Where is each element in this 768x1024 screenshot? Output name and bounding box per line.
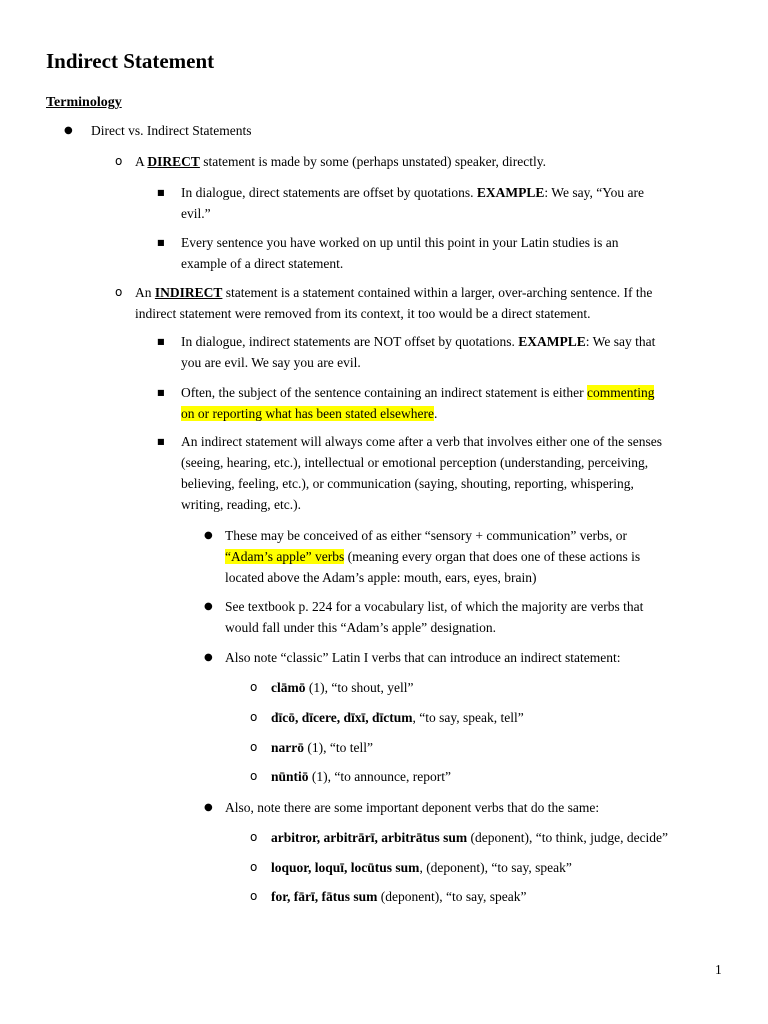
bullet-dot-icon: ● — [204, 530, 213, 541]
list-item-continuation — [181, 403, 437, 424]
list-item — [181, 331, 655, 352]
term-indirect: INDIRECT — [154, 285, 223, 300]
verb-item — [271, 707, 524, 728]
list-item — [135, 151, 546, 172]
latin-verb: for, fārī, fātus sum — [271, 889, 378, 904]
list-item: See textbook p. 224 for a vocabulary list, of which the majority are verbs that — [225, 599, 644, 614]
bullet-square-icon: ■ — [157, 188, 165, 197]
bullet-circle-icon: o — [250, 769, 258, 783]
highlighted-text: commenting — [586, 385, 655, 400]
list-item: Every sentence you have worked on up until this point in your Latin studies is an — [181, 235, 619, 250]
text: In dialogue, direct statements are offset by quotations. — [181, 185, 477, 200]
text: statement is made by some (perhaps unstated) speaker, directly. — [199, 154, 547, 169]
bullet-circle-icon: o — [250, 740, 258, 754]
list-item: Also note “classic” Latin I verbs that can introduce an indirect statement: — [225, 650, 621, 665]
text: (1), “to shout, yell” — [305, 680, 414, 695]
list-item-continuation: would fall under this “Adam’s apple” designation. — [225, 620, 497, 635]
bullet-dot-icon: ● — [204, 652, 213, 663]
verb-item — [271, 857, 572, 878]
verb-item — [271, 766, 451, 787]
text: Often, the subject of the sentence containing an indirect statement is either — [181, 385, 587, 400]
bullet-circle-icon: o — [250, 830, 258, 844]
verb-item — [271, 886, 526, 907]
bullet-dot-icon: ● — [204, 802, 213, 813]
list-item-continuation: located above the Adam’s apple: mouth, ears, eyes, brain) — [225, 570, 537, 585]
list-item-continuation: believing, feeling, etc.), or communication (saying, shouting, reporting, whispering, — [181, 476, 634, 491]
bullet-square-icon: ■ — [157, 437, 165, 446]
list-item-continuation: writing, reading, etc.). — [181, 497, 301, 512]
bullet-dot-icon: ● — [64, 125, 73, 136]
text: (1), “to tell” — [304, 740, 373, 755]
term-direct: DIRECT — [147, 154, 200, 169]
bullet-square-icon: ■ — [157, 337, 165, 346]
bullet-circle-icon: o — [250, 889, 258, 903]
text: (deponent), “to say, speak” — [377, 889, 527, 904]
bullet-square-icon: ■ — [157, 388, 165, 397]
verb-item — [271, 677, 413, 698]
list-item: An indirect statement will always come after a verb that involves either one of the senses — [181, 434, 662, 449]
text: (meaning every organ that does one of these actions is — [344, 549, 641, 564]
list-item — [135, 282, 652, 303]
latin-verb: arbitror, arbitrārī, arbitrātus sum — [271, 830, 468, 845]
highlighted-text: on or reporting what has been stated elsewhere — [181, 406, 435, 421]
text: : We say, “You are — [544, 185, 644, 200]
text: (1), “to announce, report” — [308, 769, 451, 784]
bullet-circle-icon: o — [250, 860, 258, 874]
text: . — [434, 406, 438, 421]
text: : We say that — [585, 334, 656, 349]
latin-verb: clāmō — [271, 680, 306, 695]
bullet-dot-icon: ● — [204, 601, 213, 612]
page-number: 1 — [715, 962, 722, 977]
bullet-circle-icon: o — [250, 710, 258, 724]
bullet-circle-icon: o — [250, 680, 258, 694]
verb-item — [271, 827, 668, 848]
text: (deponent), “to think, judge, decide” — [467, 830, 669, 845]
bullet-circle-icon: o — [115, 154, 123, 168]
text: In dialogue, indirect statements are NOT offset by quotations. — [181, 334, 519, 349]
example-label: EXAMPLE — [476, 185, 545, 200]
list-item-continuation: indirect statement were removed from its context, it too would be a direct statement. — [135, 306, 591, 321]
bullet-circle-icon: o — [115, 285, 123, 299]
latin-verb: narrō — [271, 740, 304, 755]
list-item: Also, note there are some important deponent verbs that do the same: — [225, 800, 600, 815]
list-item-continuation — [225, 546, 640, 567]
text: , “to say, speak, tell” — [412, 710, 524, 725]
bullet-square-icon: ■ — [157, 238, 165, 247]
page-title: Indirect Statement — [46, 49, 215, 73]
list-item-continuation: evil.” — [181, 206, 211, 221]
section-heading: Terminology — [46, 95, 122, 110]
verb-item — [271, 737, 373, 758]
list-item: These may be conceived of as either “sensory + communication” verbs, or — [225, 528, 627, 543]
text: , (deponent), “to say, speak” — [419, 860, 572, 875]
text: A — [135, 154, 148, 169]
list-item — [181, 382, 654, 403]
list-item-continuation: example of a direct statement. — [181, 256, 344, 271]
highlighted-text: “Adam’s apple” verbs — [225, 549, 345, 564]
latin-verb: nūntiō — [271, 769, 309, 784]
list-item — [181, 182, 644, 203]
example-label: EXAMPLE — [518, 334, 586, 349]
text: statement is a statement contained within a larger, over-arching sentence. If the — [222, 285, 653, 300]
latin-verb: loquor, loquī, locūtus sum — [271, 860, 420, 875]
text: An — [135, 285, 155, 300]
latin-verb: dīcō, dīcere, dīxī, dīctum — [271, 710, 413, 725]
list-item-continuation: (seeing, hearing, etc.), intellectual or emotional perception (understanding, perceiving, — [181, 455, 649, 470]
list-item-continuation: you are evil. We say you are evil. — [181, 355, 361, 370]
list-item: Direct vs. Indirect Statements — [91, 123, 252, 138]
